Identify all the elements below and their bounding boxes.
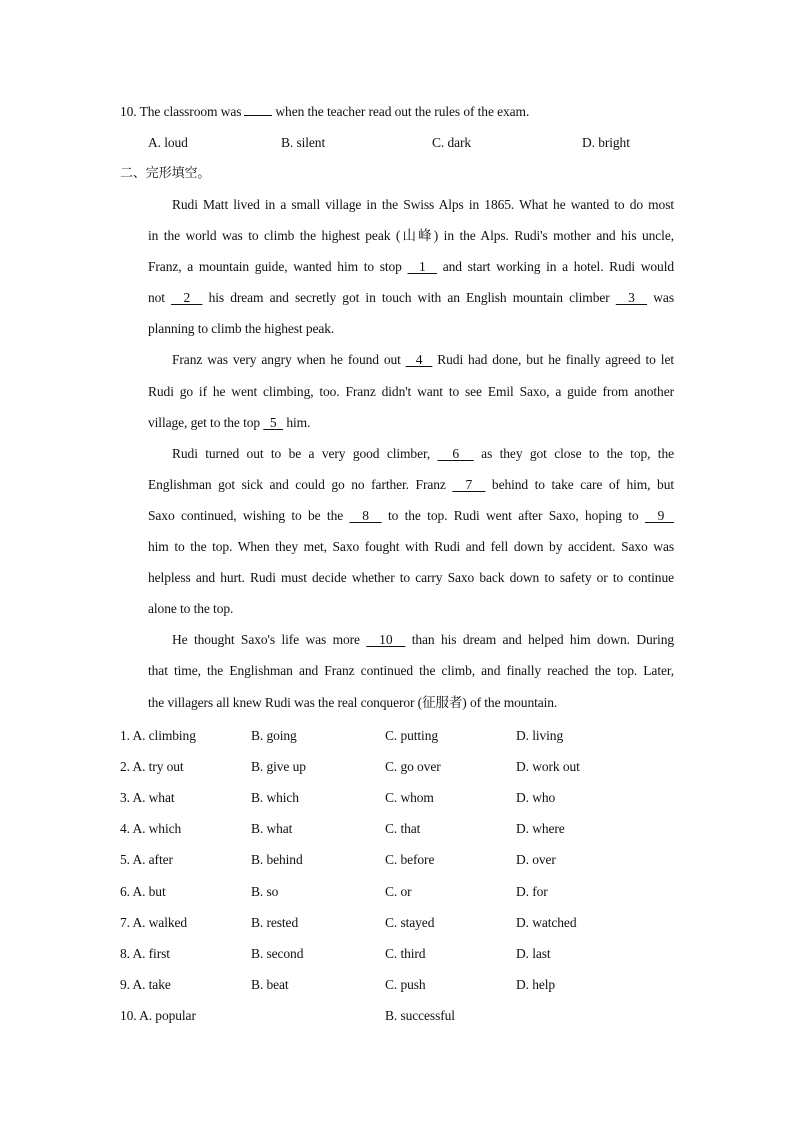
section-title: 二、完形填空。 — [120, 166, 211, 181]
choice-a: 8. A. first — [120, 946, 170, 961]
choice-c: C. before — [385, 852, 435, 867]
numbered-blank: 7 — [452, 476, 486, 492]
choice-a: 4. A. which — [120, 821, 182, 836]
passage-line: Englishman got sick and could go no farther. Franz 7 behind to take care of him, but — [148, 476, 674, 492]
passage-line: Franz was very angry when he found out 4 Rudi had done, but he finally agreed to let — [172, 352, 674, 368]
question-10-text-after: when the teacher read out the rules of the exam. — [275, 104, 530, 119]
passage-line: the villagers all knew Rudi was the real conqueror (征服者) of the mountain. — [148, 694, 558, 710]
passage-line: not 2 his dream and secretly got in touch with an English mountain climber 3 was — [148, 290, 674, 306]
choice-a: 7. A. walked — [120, 915, 188, 930]
choice-c: C. that — [385, 821, 421, 836]
passage-line: Rudi Matt lived in a small village in the Swiss Alps in 1865. What he wanted to do most — [172, 197, 674, 212]
choice-d: D. last — [516, 946, 551, 961]
option-c: C. dark — [432, 135, 472, 150]
choice-d: D. who — [516, 790, 556, 805]
choice-a: 5. A. after — [120, 852, 173, 867]
option-a: A. loud — [148, 135, 188, 150]
passage-line: alone to the top. — [148, 601, 234, 617]
choice-b: B. going — [251, 728, 297, 743]
choice-row-6 — [0, 883, 794, 901]
choice-row-3 — [0, 789, 794, 807]
numbered-blank: 4 — [405, 352, 433, 368]
choice-b: B. which — [251, 790, 299, 805]
choice-b: B. second — [251, 946, 304, 961]
choice-c: C. putting — [385, 728, 439, 743]
choice-row-2 — [0, 758, 794, 776]
choice-c: C. push — [385, 977, 426, 992]
choice-d: D. help — [516, 977, 556, 992]
numbered-blank: 6 — [437, 445, 474, 461]
choice-a: 3. A. what — [120, 790, 175, 805]
choice-d: D. watched — [516, 915, 577, 930]
choice-row-10 — [0, 1007, 794, 1025]
choice-a: 6. A. but — [120, 884, 166, 899]
choice-a: 1. A. climbing — [120, 728, 196, 743]
passage-line: Franz, a mountain guide, wanted him to stop 1 and start working in a hotel. Rudi would — [148, 259, 674, 275]
choice-row-1 — [0, 727, 794, 745]
choice-c: C. or — [385, 884, 412, 899]
passage-line: him to the top. When they met, Saxo fought with Rudi and fell down by accident. Saxo was — [148, 539, 674, 555]
passage-line: village, get to the top 5 him. — [148, 414, 311, 430]
numbered-blank: 3 — [615, 290, 648, 306]
cloze-passage — [148, 196, 674, 725]
choice-a: 10. A. popular — [120, 1008, 196, 1023]
question-10-text-before: 10. The classroom was — [120, 104, 242, 119]
choice-c: C. third — [385, 946, 426, 961]
choice-d: D. for — [516, 884, 548, 899]
choice-row-8 — [0, 945, 794, 963]
choice-b: B. so — [251, 884, 279, 899]
choice-b: B. rested — [251, 915, 299, 930]
choice-row-7 — [0, 914, 794, 932]
numbered-blank: 10 — [366, 632, 406, 648]
passage-line: Rudi go if he went climbing, too. Franz didn't want to see Emil Saxo, a guide from another — [148, 383, 674, 399]
choice-d: D. where — [516, 821, 565, 836]
choice-row-4 — [0, 820, 794, 838]
choice-a: 2. A. try out — [120, 759, 184, 774]
option-d: D. bright — [582, 135, 630, 150]
choice-row-9 — [0, 976, 794, 994]
answer-blank — [244, 103, 272, 116]
choice-c: C. whom — [385, 790, 434, 805]
choice-d: D. work out — [516, 759, 580, 774]
passage-line: planning to climb the highest peak. — [148, 321, 335, 337]
passage-line: in the world was to climb the highest peak (山峰) in the Alps. Rudi's mother and his uncle, — [148, 228, 674, 244]
passage-line: He thought Saxo's life was more 10 than his dream and helped him down. During — [172, 632, 674, 648]
choice-b: B. behind — [251, 852, 303, 867]
question-10-stem — [120, 103, 529, 121]
choice-d: D. over — [516, 852, 556, 867]
choice-c: C. go over — [385, 759, 441, 774]
question-10-options — [0, 134, 794, 152]
numbered-blank: 8 — [349, 507, 382, 523]
numbered-blank: 1 — [407, 259, 438, 275]
passage-line: Saxo continued, wishing to be the 8 to the top. Rudi went after Saxo, hoping to 9 — [148, 507, 674, 523]
choice-d: D. living — [516, 728, 564, 743]
choice-row-5 — [0, 851, 794, 869]
passage-line: that time, the Englishman and Franz continued the climb, and finally reached the top. Later, — [148, 663, 674, 679]
choice-b: B. give up — [251, 759, 306, 774]
choice-b: B. what — [251, 821, 293, 836]
choice-a: 9. A. take — [120, 977, 171, 992]
choice-b: B. successful — [385, 1008, 455, 1023]
passage-line: Rudi turned out to be a very good climber, 6 as they got close to the top, the — [172, 445, 674, 461]
numbered-blank: 5 — [263, 414, 284, 430]
numbered-blank: 9 — [644, 507, 674, 523]
numbered-blank: 2 — [171, 290, 203, 306]
choice-c: C. stayed — [385, 915, 435, 930]
passage-line: helpless and hurt. Rudi must decide whether to carry Saxo back down to safety or to continue — [148, 570, 674, 586]
choice-b: B. beat — [251, 977, 289, 992]
option-b: B. silent — [281, 135, 326, 150]
